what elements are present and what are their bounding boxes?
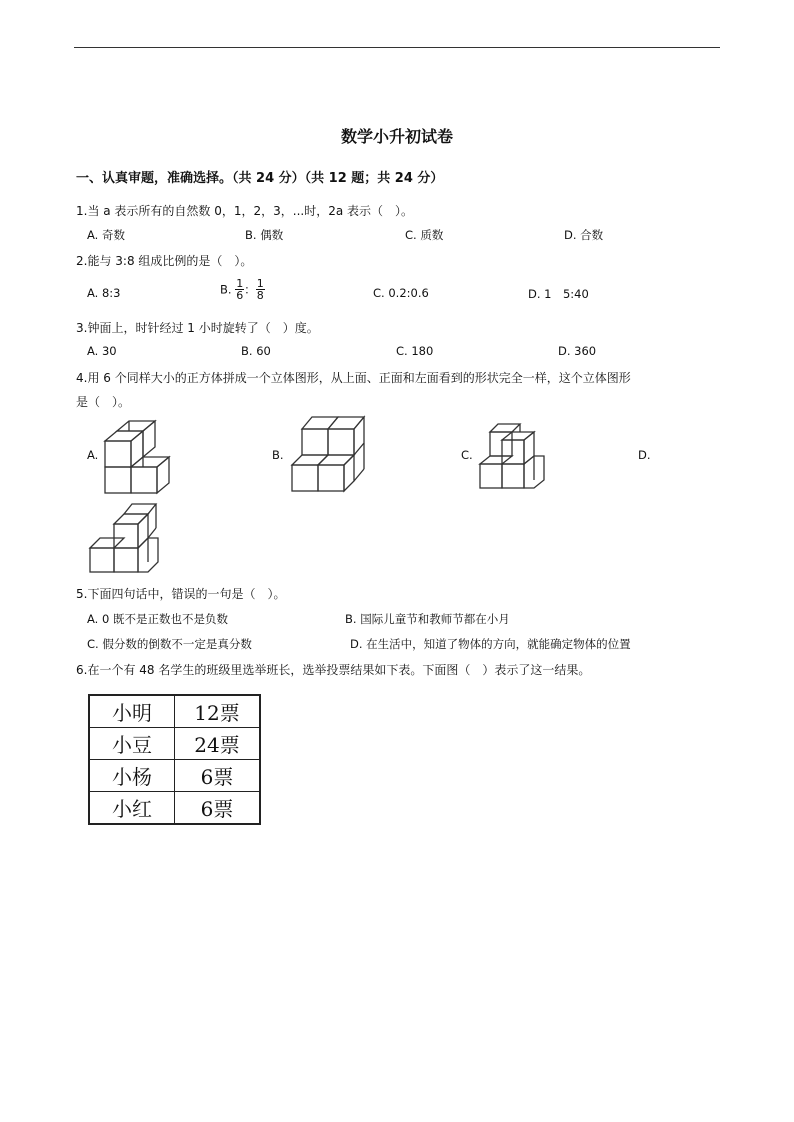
header-rule [74, 47, 720, 48]
section-heading: 一、认真审题，准确选择。（共 24 分）（共 12 题；共 24 分） [76, 171, 444, 186]
candidate-name: 小豆 [89, 728, 175, 760]
question-3-option-d[interactable]: D. 360 [558, 344, 597, 358]
question-3-stem: 3.钟面上，时针经过 1 小时旋转了（ ）度。 [76, 321, 319, 335]
question-3-option-a[interactable]: A. 30 [87, 344, 117, 358]
fraction-one-sixth [235, 278, 244, 301]
fraction-one-eighth [256, 278, 265, 301]
question-2-option-d[interactable]: D. 1 5:40 [528, 287, 589, 301]
question-1-option-a[interactable]: A. 奇数 [87, 228, 125, 242]
page-title: 数学小升初试卷 [340, 127, 453, 146]
question-1-stem: 1.当 a 表示所有的自然数 0，1，2，3，...时，2a 表示（ ）。 [76, 204, 414, 218]
question-1-option-b[interactable]: B. 偶数 [245, 228, 284, 242]
candidate-votes: 12票 [175, 695, 261, 728]
candidate-votes: 24票 [175, 728, 261, 760]
candidate-name: 小杨 [89, 760, 175, 792]
question-2-option-b-letter: B. [220, 282, 232, 297]
question-4-option-d[interactable]: D. [638, 448, 651, 462]
question-5-option-d[interactable]: D. 在生活中，知道了物体的方向，就能确定物体的位置 [350, 637, 631, 651]
table-row [89, 695, 260, 728]
question-5-option-b[interactable]: B. 国际儿童节和教师节都在小月 [345, 612, 510, 626]
question-5-option-c[interactable]: C. 假分数的倒数不一定是真分数 [87, 637, 252, 651]
question-2-option-a[interactable]: A. 8:3 [87, 286, 121, 300]
candidate-name: 小红 [89, 792, 175, 825]
question-5-stem: 5.下面四句话中，错误的一句是（ ）。 [76, 587, 286, 601]
fraction-denominator: 8 [256, 289, 264, 302]
candidate-votes: 6票 [175, 792, 261, 825]
ratio-separator: ： [244, 282, 256, 297]
question-2-option-b[interactable] [220, 278, 265, 301]
table-row [89, 760, 260, 792]
table-row [89, 728, 260, 760]
question-4-option-c[interactable]: C. [461, 448, 473, 462]
figure-b-cubes [288, 413, 372, 495]
table-row [89, 792, 260, 825]
question-4-option-a[interactable]: A. [87, 448, 99, 462]
figure-a-cubes [100, 415, 180, 495]
question-6-stem: 6.在一个有 48 名学生的班级里选举班长，选举投票结果如下表。下面图（ ）表示了这一结果。 [76, 663, 591, 677]
question-2-option-c[interactable]: C. 0.2:0.6 [373, 286, 429, 300]
question-4-stem-line1: 4.用 6 个同样大小的正方体拼成一个立体图形，从上面、正面和左面看到的形状完全一样，这个立体图形 [76, 371, 631, 385]
question-1-option-d[interactable]: D. 合数 [564, 228, 604, 242]
question-3-option-c[interactable]: C. 180 [396, 344, 434, 358]
figure-d-cubes [86, 498, 162, 578]
candidate-name: 小明 [89, 695, 175, 728]
question-4-option-b[interactable]: B. [272, 448, 284, 462]
fraction-numerator: 1 [236, 277, 244, 290]
question-5-option-a[interactable]: A. 0 既不是正数也不是负数 [87, 612, 228, 626]
fraction-denominator: 6 [236, 289, 244, 302]
question-3-option-b[interactable]: B. 60 [241, 344, 271, 358]
question-1-option-c[interactable]: C. 质数 [405, 228, 444, 242]
candidate-votes: 6票 [175, 760, 261, 792]
question-2-stem: 2.能与 3:8 组成比例的是（ ）。 [76, 254, 253, 268]
fraction-numerator: 1 [256, 277, 264, 290]
figure-c-cubes [476, 418, 548, 492]
vote-results-table [88, 694, 261, 825]
question-4-stem-line2: 是（ ）。 [76, 395, 131, 409]
